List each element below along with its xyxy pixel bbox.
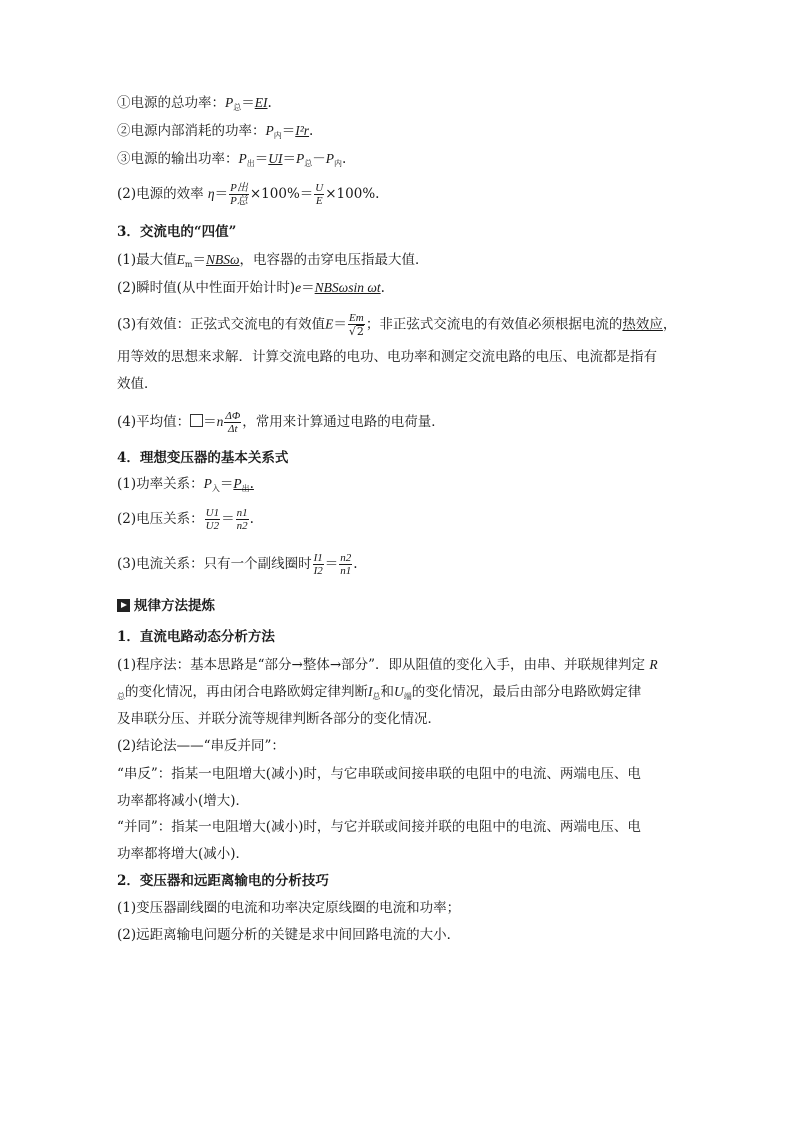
text: －: [312, 151, 326, 167]
conclusion-method-line: [117, 736, 285, 756]
text: 功率都将增大(减小)．: [117, 846, 250, 862]
text: ，: [662, 316, 677, 333]
max-value-line: [117, 250, 429, 275]
symbol: P: [238, 151, 247, 166]
current-relation-line: [117, 552, 358, 577]
numerator: Em: [349, 312, 364, 324]
denominator: n2: [236, 520, 248, 532]
subscript: 总: [117, 692, 125, 701]
fraction: [339, 552, 352, 577]
average-value-line: [117, 410, 445, 435]
text: ＝: [254, 151, 269, 167]
denominator: U2: [205, 520, 220, 532]
rule-1-heading: [117, 627, 275, 647]
formula: NBSω: [205, 252, 240, 267]
denominator: E: [315, 195, 323, 207]
text: (2)电压关系：: [117, 511, 204, 527]
text: .: [309, 123, 314, 139]
fraction: [205, 507, 220, 532]
fraction: [236, 507, 249, 532]
section-4-heading: [117, 448, 288, 468]
symbol: E: [176, 252, 185, 267]
text: 4．理想变压器的基本关系式: [117, 450, 289, 466]
symbol: E: [325, 316, 334, 332]
text: (3)有效值：正弦式交流电的有效值: [117, 316, 326, 333]
transformer-tip-line: [117, 898, 460, 918]
text: ＝: [281, 123, 296, 139]
fraction: [313, 552, 324, 577]
formula: NBSωsin ωt: [314, 280, 381, 295]
numerator: U: [315, 182, 324, 194]
underlined-term: 热效应: [622, 316, 663, 333]
denominator: √2: [348, 325, 364, 338]
text: “串反”：指某一电阻增大(减小)时，与它串联或间接串联的电阻中的电流、两端电压、电: [117, 766, 641, 782]
text: (1)变压器副线圈的电流和功率决定原线圈的电流和功率；: [117, 900, 461, 916]
text: .: [249, 476, 254, 492]
text: 用等效的思想来求解．计算交流电路的电功、电功率和测定交流电路的电压、电流都是指有: [117, 349, 657, 365]
voltage-relation-line: [117, 507, 254, 532]
effective-value-line-2: [117, 347, 657, 367]
text: .: [380, 280, 385, 296]
text: ＝: [241, 95, 255, 111]
text: .: [342, 151, 347, 167]
formula: I²r: [295, 123, 310, 138]
symbol: η: [207, 186, 215, 201]
text: ＝: [219, 476, 234, 492]
subscript: 内: [273, 131, 282, 140]
subscript: 总: [304, 159, 313, 168]
subscript: 总: [233, 103, 242, 112]
program-method-line-1: [117, 655, 658, 675]
rule-2-heading: [117, 871, 329, 891]
instant-value-line: [117, 278, 385, 298]
text: .: [267, 95, 272, 111]
numerator: P出: [230, 182, 248, 194]
symbol: P: [225, 95, 234, 110]
average-symbol-icon: [190, 414, 203, 427]
numerator: ΔΦ: [225, 410, 241, 422]
text: ，电容器的击穿电压指最大值．: [239, 252, 429, 268]
symbol: P: [296, 151, 305, 166]
rule-methods-heading: [117, 596, 215, 616]
text: 功率都将减小(增大)．: [117, 793, 250, 809]
text: 规律方法提炼: [134, 598, 215, 614]
series-opposite-line-1: [117, 764, 641, 784]
fraction: [348, 312, 365, 338]
text: 的变化情况，再由闭合电路欧姆定律判断: [125, 684, 368, 700]
text: ，常用来计算通过电路的电荷量．: [242, 414, 445, 430]
text: ×100%.: [325, 186, 380, 202]
text: ②电源内部消耗的功率：: [117, 123, 266, 139]
fraction: [229, 182, 249, 207]
denominator: n1: [340, 565, 352, 577]
subscript: 出: [246, 159, 255, 168]
numerator: U1: [205, 507, 220, 519]
text: 的变化情况，最后由部分电路欧姆定律: [411, 684, 642, 700]
power-relation-line: [117, 474, 254, 499]
text: .: [249, 511, 254, 527]
total-power-line: [117, 93, 272, 118]
text: (2)瞬时值(从中性面开始计时): [117, 280, 296, 296]
symbol: n: [216, 414, 224, 429]
play-triangle-icon: [117, 599, 130, 612]
effective-value-line-3: [117, 374, 158, 394]
efficiency-line: [117, 182, 379, 207]
text: 2．变压器和远距离输电的分析技巧: [117, 873, 329, 889]
text: ＝: [214, 186, 229, 202]
parallel-same-line-2: [117, 844, 249, 864]
text: 1．直流电路动态分析方法: [117, 629, 275, 645]
symbol: P: [265, 123, 274, 138]
parallel-same-line-1: [117, 817, 641, 837]
symbol: e: [295, 280, 302, 295]
text: .: [353, 556, 358, 572]
text: 效值．: [117, 376, 158, 392]
subscript: m: [184, 260, 193, 269]
text: ＝: [192, 252, 206, 268]
numerator: n1: [236, 507, 248, 519]
internal-power-line: [117, 121, 313, 146]
program-method-line-3: [117, 709, 441, 729]
transmission-tip-line: [117, 925, 460, 945]
text: ＝: [282, 151, 296, 167]
text: ×100%＝: [249, 186, 314, 202]
text: (3)电流关系：只有一个副线圈时: [117, 556, 312, 572]
symbol: P: [325, 151, 334, 166]
text: ①电源的总功率：: [117, 95, 225, 111]
fraction: [314, 182, 324, 207]
program-method-line-2: [117, 682, 641, 707]
text: ＝: [324, 556, 339, 572]
denominator: P总: [230, 195, 248, 207]
symbol: I: [368, 684, 373, 699]
output-power-line: [117, 149, 346, 174]
subscript: 总: [372, 692, 381, 701]
denominator: Δt: [228, 423, 238, 435]
series-opposite-line-2: [117, 791, 249, 811]
text: “并同”：指某一电阻增大(减小)时，与它并联或间接并联的电阻中的电流、两端电压、电: [117, 819, 641, 835]
effective-value-line: [117, 312, 676, 338]
fraction: [224, 410, 241, 435]
text: (1)程序法：基本思路是“部分→整体→部分”．即从阻值的变化入手，由串、并联规律判定: [117, 657, 646, 673]
subscript: 入: [211, 484, 220, 493]
subscript: 内: [334, 159, 342, 168]
symbol: U: [394, 684, 404, 699]
subscript: 端: [403, 692, 412, 701]
symbol: P: [203, 476, 212, 491]
symbol: P: [233, 476, 242, 491]
text: (2)结论法——“串反并同”：: [117, 738, 285, 754]
text: 3．交流电的“四值”: [117, 224, 237, 240]
text: (1)最大值: [117, 252, 177, 268]
text: ＝: [333, 316, 347, 333]
denominator: I2: [313, 565, 323, 577]
formula: UI: [268, 151, 283, 166]
text: (2)远距离输电问题分析的关键是求中间回路电流的大小．: [117, 927, 461, 943]
symbol: R: [649, 657, 658, 672]
section-3-heading: [117, 222, 236, 242]
text: ＝: [221, 511, 235, 527]
numerator: I1: [313, 552, 323, 564]
text: ＝: [203, 414, 217, 430]
text: 和: [380, 684, 394, 700]
numerator: n2: [340, 552, 352, 564]
radicand: 2: [356, 325, 364, 338]
text: 及串联分压、并联分流等规律判断各部分的变化情况．: [117, 711, 441, 727]
text: (4)平均值：: [117, 414, 191, 430]
formula: EI: [254, 95, 268, 110]
text: (2)电源的效率: [117, 186, 204, 202]
subscript: 出: [241, 484, 250, 493]
text: ③电源的输出功率：: [117, 151, 239, 167]
text: ＝: [301, 280, 315, 296]
text: ；非正弦式交流电的有效值必须根据电流的: [365, 316, 623, 333]
text: (1)功率关系：: [117, 476, 204, 492]
